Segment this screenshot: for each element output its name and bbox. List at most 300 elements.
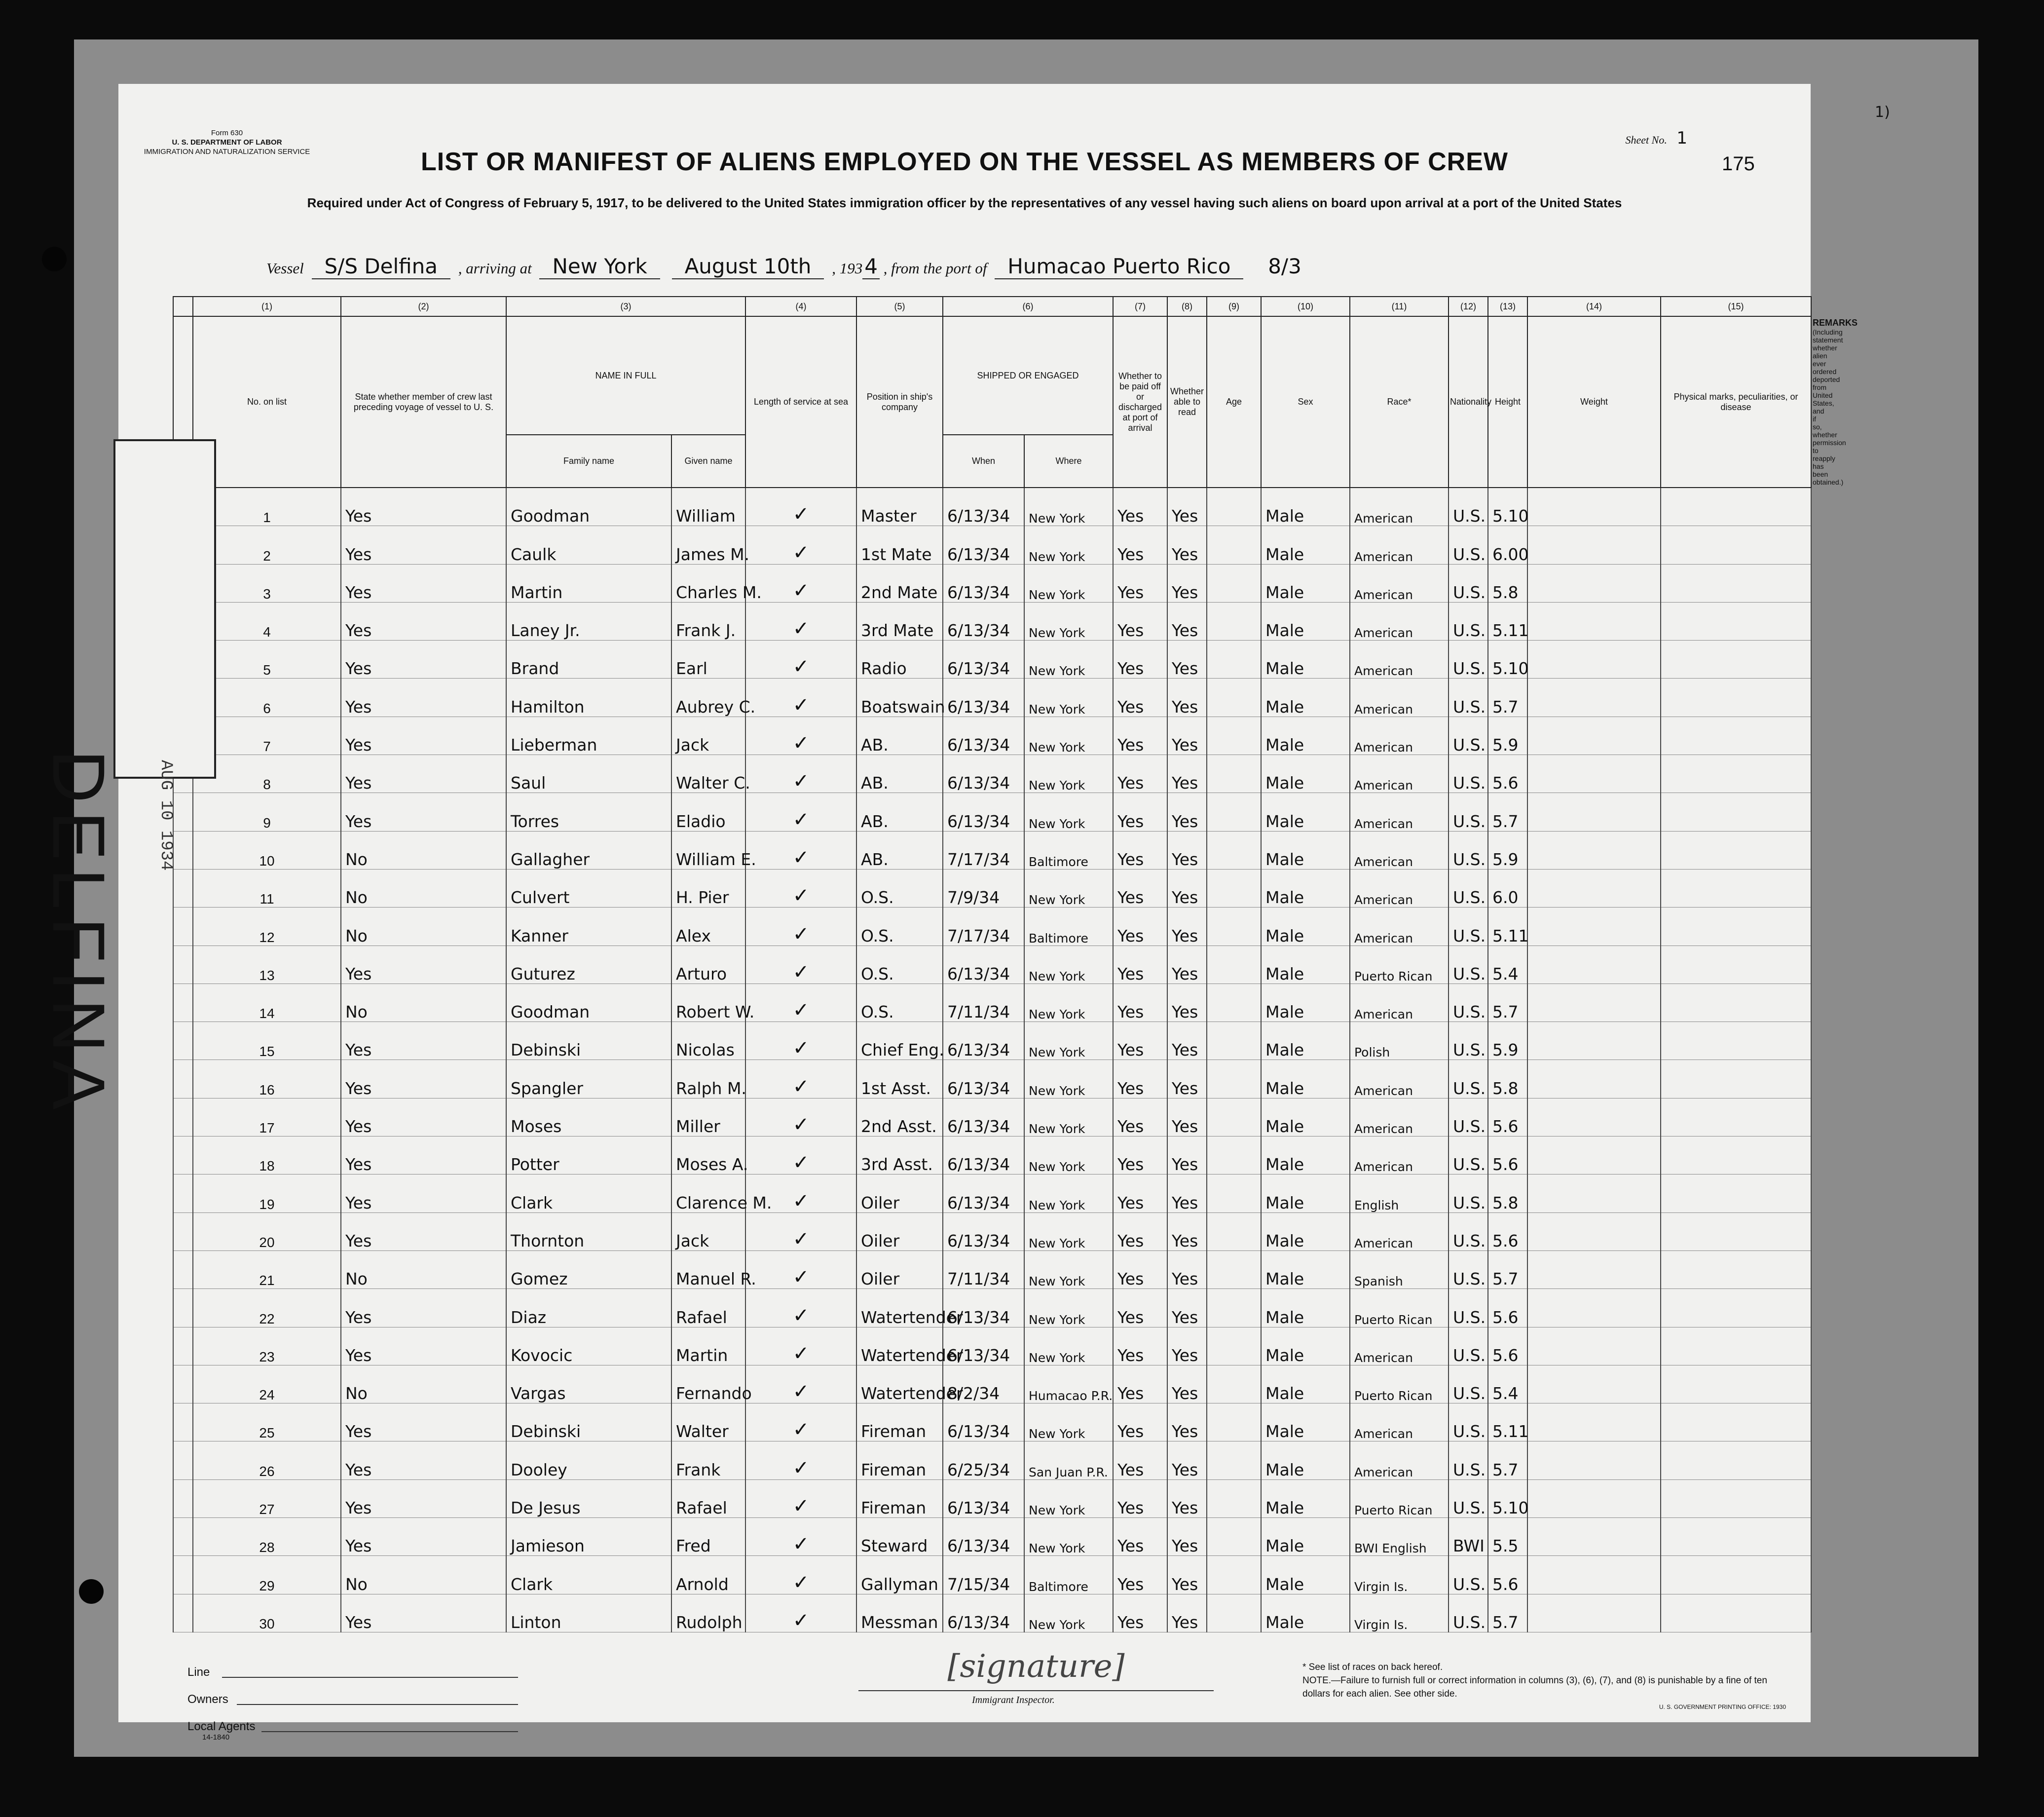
cell-no: 28 bbox=[193, 1518, 341, 1556]
cell-nat: U.S. bbox=[1449, 793, 1488, 831]
cell-sex: Male bbox=[1261, 1518, 1350, 1556]
cell-no: 30 bbox=[193, 1594, 341, 1632]
cell-height: 5.6 bbox=[1488, 1212, 1527, 1250]
cell-weight bbox=[1527, 1136, 1661, 1174]
cell-weight bbox=[1527, 793, 1661, 831]
cell-prev: Yes bbox=[341, 602, 506, 640]
cell-marks bbox=[1661, 1060, 1811, 1098]
cell-where: Baltimore bbox=[1024, 831, 1113, 869]
cell-sex: Male bbox=[1261, 717, 1350, 755]
vessel-label: Vessel bbox=[266, 260, 304, 277]
cell-paid: Yes bbox=[1113, 908, 1167, 946]
cell-race: English bbox=[1350, 1174, 1449, 1212]
table-row bbox=[173, 679, 1811, 717]
cell-marks bbox=[1661, 1022, 1811, 1060]
cell-race: Puerto Rican bbox=[1350, 1479, 1449, 1517]
cell-given: Martin bbox=[671, 1327, 745, 1365]
cell-position: AB. bbox=[856, 831, 943, 869]
table-row bbox=[173, 1212, 1811, 1250]
cell-weight bbox=[1527, 1327, 1661, 1365]
cell-age bbox=[1207, 1212, 1261, 1250]
cell-sex: Male bbox=[1261, 1212, 1350, 1250]
table-row bbox=[173, 1022, 1811, 1060]
cell-nat: U.S. bbox=[1449, 1441, 1488, 1479]
cell-no: 19 bbox=[193, 1174, 341, 1212]
cell-marks bbox=[1661, 869, 1811, 907]
cell-read: Yes bbox=[1167, 1098, 1207, 1136]
inspector-label: Immigrant Inspector. bbox=[972, 1695, 1055, 1705]
cell-service: ✓ bbox=[745, 1022, 856, 1060]
cell-service: ✓ bbox=[745, 1441, 856, 1479]
col-num-7: (7) bbox=[1113, 297, 1167, 316]
cell-height: 6.00 bbox=[1488, 526, 1527, 564]
cell-height: 5.8 bbox=[1488, 1174, 1527, 1212]
row-margin-cell bbox=[173, 1441, 193, 1479]
race-note: * See list of races on back hereof. bbox=[1302, 1662, 1443, 1672]
cell-where: New York bbox=[1024, 1250, 1113, 1288]
cell-no: 12 bbox=[193, 908, 341, 946]
cell-read: Yes bbox=[1167, 869, 1207, 907]
cell-nat: U.S. bbox=[1449, 1556, 1488, 1594]
cell-given: Nicolas bbox=[671, 1022, 745, 1060]
cell-nat: U.S. bbox=[1449, 1289, 1488, 1327]
service-name: IMMIGRATION AND NATURALIZATION SERVICE bbox=[144, 148, 310, 156]
cell-service: ✓ bbox=[745, 1327, 856, 1365]
cell-service: ✓ bbox=[745, 1212, 856, 1250]
cell-nat: U.S. bbox=[1449, 641, 1488, 679]
inspector-signature: [signature] bbox=[858, 1643, 1214, 1691]
cell-race: American bbox=[1350, 1403, 1449, 1441]
cell-read: Yes bbox=[1167, 1060, 1207, 1098]
cell-where: New York bbox=[1024, 717, 1113, 755]
cell-prev: No bbox=[341, 869, 506, 907]
vessel-name: S/S Delfina bbox=[312, 254, 450, 279]
cell-where: Baltimore bbox=[1024, 1556, 1113, 1594]
cell-weight bbox=[1527, 908, 1661, 946]
cell-nat: U.S. bbox=[1449, 1365, 1488, 1403]
cell-when: 6/13/34 bbox=[943, 1289, 1024, 1327]
cell-when: 6/13/34 bbox=[943, 1060, 1024, 1098]
cell-prev: Yes bbox=[341, 564, 506, 602]
cell-weight bbox=[1527, 869, 1661, 907]
cell-height: 5.11 bbox=[1488, 602, 1527, 640]
cell-weight bbox=[1527, 984, 1661, 1022]
cell-service: ✓ bbox=[745, 641, 856, 679]
cell-race: American bbox=[1350, 717, 1449, 755]
table-row bbox=[173, 564, 1811, 602]
cell-no: 25 bbox=[193, 1403, 341, 1441]
cell-marks bbox=[1661, 526, 1811, 564]
cell-read: Yes bbox=[1167, 1594, 1207, 1632]
cell-sex: Male bbox=[1261, 488, 1350, 526]
year-prefix: , 193 bbox=[832, 260, 863, 277]
cell-weight bbox=[1527, 1250, 1661, 1288]
cell-family: Jamieson bbox=[506, 1518, 671, 1556]
cell-read: Yes bbox=[1167, 717, 1207, 755]
cell-age bbox=[1207, 946, 1261, 984]
cell-weight bbox=[1527, 602, 1661, 640]
cell-when: 6/13/34 bbox=[943, 1594, 1024, 1632]
row-margin-cell bbox=[173, 1327, 193, 1365]
footer-form-code: 14-1840 bbox=[202, 1733, 230, 1741]
cell-race: American bbox=[1350, 679, 1449, 717]
cell-position: Radio bbox=[856, 641, 943, 679]
col-header-given-name: Given name bbox=[671, 435, 745, 488]
cell-nat: U.S. bbox=[1449, 869, 1488, 907]
cell-race: Puerto Rican bbox=[1350, 1289, 1449, 1327]
cell-service: ✓ bbox=[745, 602, 856, 640]
cell-nat: U.S. bbox=[1449, 1136, 1488, 1174]
cell-given: Alex bbox=[671, 908, 745, 946]
row-margin-cell bbox=[173, 1098, 193, 1136]
sheet-number-value: 1 bbox=[1676, 128, 1687, 148]
cell-no: 20 bbox=[193, 1212, 341, 1250]
cell-weight bbox=[1527, 1365, 1661, 1403]
footer-agents-label: Local Agents bbox=[187, 1720, 256, 1733]
cell-service: ✓ bbox=[745, 526, 856, 564]
row-margin-cell bbox=[173, 869, 193, 907]
col-header-paid-off: Whether to be paid off or discharged at port of arrival bbox=[1113, 316, 1167, 488]
table-row bbox=[173, 1594, 1811, 1632]
cell-given: Robert W. bbox=[671, 984, 745, 1022]
cell-race: American bbox=[1350, 984, 1449, 1022]
cell-position: Oiler bbox=[856, 1174, 943, 1212]
cell-when: 6/13/34 bbox=[943, 946, 1024, 984]
cell-age bbox=[1207, 1327, 1261, 1365]
cell-marks bbox=[1661, 1403, 1811, 1441]
cell-where: New York bbox=[1024, 1212, 1113, 1250]
col-header-length-service: Length of service at sea bbox=[745, 316, 856, 488]
cell-weight bbox=[1527, 946, 1661, 984]
cell-race: American bbox=[1350, 1060, 1449, 1098]
cell-service: ✓ bbox=[745, 1479, 856, 1517]
cell-prev: Yes bbox=[341, 1479, 506, 1517]
cell-weight bbox=[1527, 1518, 1661, 1556]
cell-sex: Male bbox=[1261, 602, 1350, 640]
department-name: U. S. DEPARTMENT OF LABOR bbox=[172, 138, 282, 147]
cell-where: San Juan P.R. bbox=[1024, 1441, 1113, 1479]
cell-when: 6/13/34 bbox=[943, 793, 1024, 831]
col-header-sex: Sex bbox=[1261, 316, 1350, 488]
cell-when: 6/13/34 bbox=[943, 755, 1024, 793]
cell-where: New York bbox=[1024, 1289, 1113, 1327]
cell-given: Aubrey C. bbox=[671, 679, 745, 717]
table-row bbox=[173, 1060, 1811, 1098]
cell-position: Oiler bbox=[856, 1250, 943, 1288]
cell-service: ✓ bbox=[745, 1060, 856, 1098]
cell-age bbox=[1207, 1479, 1261, 1517]
cell-race: American bbox=[1350, 793, 1449, 831]
cell-family: Debinski bbox=[506, 1403, 671, 1441]
cell-paid: Yes bbox=[1113, 602, 1167, 640]
cell-height: 5.6 bbox=[1488, 1327, 1527, 1365]
cell-when: 6/13/34 bbox=[943, 488, 1024, 526]
cell-no: 7 bbox=[193, 717, 341, 755]
cell-nat: U.S. bbox=[1449, 602, 1488, 640]
cell-family: Diaz bbox=[506, 1289, 671, 1327]
cell-sex: Male bbox=[1261, 1174, 1350, 1212]
cell-service: ✓ bbox=[745, 1250, 856, 1288]
cell-when: 7/15/34 bbox=[943, 1556, 1024, 1594]
cell-marks bbox=[1661, 908, 1811, 946]
cell-marks bbox=[1661, 793, 1811, 831]
cell-paid: Yes bbox=[1113, 1060, 1167, 1098]
cell-family: De Jesus bbox=[506, 1479, 671, 1517]
cell-family: Goodman bbox=[506, 488, 671, 526]
cell-when: 6/13/34 bbox=[943, 1518, 1024, 1556]
cell-prev: Yes bbox=[341, 1327, 506, 1365]
row-margin-cell bbox=[173, 908, 193, 946]
cell-prev: No bbox=[341, 1365, 506, 1403]
cell-marks bbox=[1661, 602, 1811, 640]
arrival-date: August 10th bbox=[672, 254, 824, 279]
cell-where: New York bbox=[1024, 1174, 1113, 1212]
cell-where: New York bbox=[1024, 1060, 1113, 1098]
cell-marks bbox=[1661, 679, 1811, 717]
cell-nat: U.S. bbox=[1449, 1212, 1488, 1250]
cell-sex: Male bbox=[1261, 1556, 1350, 1594]
cell-no: 8 bbox=[193, 755, 341, 793]
cell-race: American bbox=[1350, 1441, 1449, 1479]
cell-no: 26 bbox=[193, 1441, 341, 1479]
footer-notes bbox=[1302, 1661, 1786, 1714]
cell-age bbox=[1207, 1556, 1261, 1594]
cell-height: 5.7 bbox=[1488, 1594, 1527, 1632]
cell-age bbox=[1207, 488, 1261, 526]
cell-position: 2nd Asst. bbox=[856, 1098, 943, 1136]
cell-service: ✓ bbox=[745, 984, 856, 1022]
cell-race: American bbox=[1350, 602, 1449, 640]
cell-sex: Male bbox=[1261, 1289, 1350, 1327]
cell-read: Yes bbox=[1167, 755, 1207, 793]
cell-where: New York bbox=[1024, 641, 1113, 679]
cell-nat: U.S. bbox=[1449, 831, 1488, 869]
cell-prev: Yes bbox=[341, 1022, 506, 1060]
cell-where: New York bbox=[1024, 1403, 1113, 1441]
col-header-read: Whether able to read bbox=[1167, 316, 1207, 488]
cell-position: O.S. bbox=[856, 984, 943, 1022]
sheet-number-field bbox=[1626, 128, 1687, 148]
cell-position: Messman bbox=[856, 1594, 943, 1632]
cell-sex: Male bbox=[1261, 984, 1350, 1022]
cell-prev: No bbox=[341, 984, 506, 1022]
table-row bbox=[173, 1327, 1811, 1365]
cell-given: Earl bbox=[671, 641, 745, 679]
cell-read: Yes bbox=[1167, 1518, 1207, 1556]
cell-weight bbox=[1527, 717, 1661, 755]
cell-read: Yes bbox=[1167, 1556, 1207, 1594]
cell-prev: Yes bbox=[341, 1441, 506, 1479]
table-row bbox=[173, 1098, 1811, 1136]
cell-read: Yes bbox=[1167, 602, 1207, 640]
cell-where: Humacao P.R. bbox=[1024, 1365, 1113, 1403]
cell-when: 6/25/34 bbox=[943, 1441, 1024, 1479]
cell-when: 6/13/34 bbox=[943, 717, 1024, 755]
cell-given: Ralph M. bbox=[671, 1060, 745, 1098]
cell-family: Martin bbox=[506, 564, 671, 602]
cell-nat: U.S. bbox=[1449, 946, 1488, 984]
cell-read: Yes bbox=[1167, 1174, 1207, 1212]
cell-no: 21 bbox=[193, 1250, 341, 1288]
cell-height: 5.6 bbox=[1488, 755, 1527, 793]
cell-no: 5 bbox=[193, 641, 341, 679]
cell-given: James M. bbox=[671, 526, 745, 564]
cell-sex: Male bbox=[1261, 641, 1350, 679]
cell-prev: No bbox=[341, 831, 506, 869]
cell-sex: Male bbox=[1261, 1327, 1350, 1365]
cell-prev: Yes bbox=[341, 488, 506, 526]
cell-no: 16 bbox=[193, 1060, 341, 1098]
cell-family: Culvert bbox=[506, 869, 671, 907]
cell-service: ✓ bbox=[745, 488, 856, 526]
cell-prev: Yes bbox=[341, 641, 506, 679]
footer-line-label: Line bbox=[187, 1666, 210, 1679]
cell-marks bbox=[1661, 1441, 1811, 1479]
cell-service: ✓ bbox=[745, 1556, 856, 1594]
cell-height: 5.9 bbox=[1488, 1022, 1527, 1060]
cell-race: American bbox=[1350, 564, 1449, 602]
cell-nat: U.S. bbox=[1449, 526, 1488, 564]
cell-service: ✓ bbox=[745, 1136, 856, 1174]
cell-race: Polish bbox=[1350, 1022, 1449, 1060]
cell-nat: U.S. bbox=[1449, 1022, 1488, 1060]
cell-age bbox=[1207, 1060, 1261, 1098]
cell-prev: Yes bbox=[341, 1403, 506, 1441]
cell-marks bbox=[1661, 1212, 1811, 1250]
cell-when: 6/13/34 bbox=[943, 602, 1024, 640]
cell-family: Laney Jr. bbox=[506, 602, 671, 640]
col-header-height: Height bbox=[1488, 316, 1527, 488]
cell-given: Eladio bbox=[671, 793, 745, 831]
cell-where: New York bbox=[1024, 602, 1113, 640]
col-header-when: When bbox=[943, 435, 1024, 488]
cell-paid: Yes bbox=[1113, 1518, 1167, 1556]
cell-when: 7/11/34 bbox=[943, 1250, 1024, 1288]
cell-marks bbox=[1661, 984, 1811, 1022]
cell-height: 5.7 bbox=[1488, 1250, 1527, 1288]
cell-when: 6/13/34 bbox=[943, 1136, 1024, 1174]
cell-nat: U.S. bbox=[1449, 1479, 1488, 1517]
table-row bbox=[173, 946, 1811, 984]
cell-where: New York bbox=[1024, 1136, 1113, 1174]
cell-nat: U.S. bbox=[1449, 564, 1488, 602]
cell-marks bbox=[1661, 831, 1811, 869]
cell-read: Yes bbox=[1167, 1327, 1207, 1365]
col-num-8: (8) bbox=[1167, 297, 1207, 316]
crew-table-body bbox=[173, 488, 1811, 1632]
col-num-13: (13) bbox=[1488, 297, 1527, 316]
cell-no: 13 bbox=[193, 946, 341, 984]
row-margin-cell bbox=[173, 1479, 193, 1517]
cell-height: 5.4 bbox=[1488, 946, 1527, 984]
cell-no: 9 bbox=[193, 793, 341, 831]
col-num-14: (14) bbox=[1527, 297, 1661, 316]
cell-sex: Male bbox=[1261, 1098, 1350, 1136]
cell-nat: U.S. bbox=[1449, 1594, 1488, 1632]
cell-paid: Yes bbox=[1113, 717, 1167, 755]
from-label: , from the port of bbox=[883, 260, 987, 277]
cell-sex: Male bbox=[1261, 679, 1350, 717]
cell-paid: Yes bbox=[1113, 946, 1167, 984]
table-row bbox=[173, 1289, 1811, 1327]
cell-paid: Yes bbox=[1113, 679, 1167, 717]
cell-position: Watertender bbox=[856, 1327, 943, 1365]
cell-family: Lieberman bbox=[506, 717, 671, 755]
cell-weight bbox=[1527, 526, 1661, 564]
cell-where: New York bbox=[1024, 755, 1113, 793]
cell-family: Gallagher bbox=[506, 831, 671, 869]
cell-sex: Male bbox=[1261, 831, 1350, 869]
cell-race: American bbox=[1350, 1098, 1449, 1136]
cell-family: Torres bbox=[506, 793, 671, 831]
cell-family: Gomez bbox=[506, 1250, 671, 1288]
table-row bbox=[173, 1518, 1811, 1556]
cell-given: Jack bbox=[671, 717, 745, 755]
table-row bbox=[173, 717, 1811, 755]
cell-nat: U.S. bbox=[1449, 755, 1488, 793]
cell-family: Clark bbox=[506, 1174, 671, 1212]
cell-age bbox=[1207, 984, 1261, 1022]
cell-read: Yes bbox=[1167, 1022, 1207, 1060]
cell-given: William bbox=[671, 488, 745, 526]
cell-position: O.S. bbox=[856, 908, 943, 946]
cell-weight bbox=[1527, 755, 1661, 793]
cell-age bbox=[1207, 1022, 1261, 1060]
cell-read: Yes bbox=[1167, 641, 1207, 679]
cell-read: Yes bbox=[1167, 908, 1207, 946]
row-margin-cell bbox=[173, 831, 193, 869]
footer-owners-label: Owners bbox=[187, 1693, 228, 1706]
row-margin-cell bbox=[173, 1518, 193, 1556]
col-num-12: (12) bbox=[1449, 297, 1488, 316]
cell-family: Goodman bbox=[506, 984, 671, 1022]
cell-marks bbox=[1661, 488, 1811, 526]
cell-paid: Yes bbox=[1113, 641, 1167, 679]
cell-service: ✓ bbox=[745, 755, 856, 793]
cell-age bbox=[1207, 679, 1261, 717]
cell-where: New York bbox=[1024, 1479, 1113, 1517]
cell-sex: Male bbox=[1261, 908, 1350, 946]
crew-table bbox=[173, 296, 1811, 1693]
cell-family: Potter bbox=[506, 1136, 671, 1174]
col-num-3: (3) bbox=[506, 297, 745, 316]
cell-age bbox=[1207, 564, 1261, 602]
arriving-label: , arriving at bbox=[458, 260, 532, 277]
cell-age bbox=[1207, 755, 1261, 793]
row-margin-cell bbox=[173, 1250, 193, 1288]
cell-weight bbox=[1527, 1212, 1661, 1250]
cell-marks bbox=[1661, 755, 1811, 793]
cell-weight bbox=[1527, 831, 1661, 869]
cell-read: Yes bbox=[1167, 984, 1207, 1022]
table-row bbox=[173, 488, 1811, 526]
cell-height: 5.8 bbox=[1488, 564, 1527, 602]
cell-race: American bbox=[1350, 869, 1449, 907]
cell-no: 10 bbox=[193, 831, 341, 869]
cell-service: ✓ bbox=[745, 717, 856, 755]
cell-service: ✓ bbox=[745, 1403, 856, 1441]
cell-read: Yes bbox=[1167, 564, 1207, 602]
cell-weight bbox=[1527, 1556, 1661, 1594]
binder-hole bbox=[79, 1579, 104, 1604]
cell-height: 5.7 bbox=[1488, 793, 1527, 831]
printer-credit: U. S. GOVERNMENT PRINTING OFFICE: 1930 bbox=[1659, 1703, 1786, 1710]
cell-nat: U.S. bbox=[1449, 984, 1488, 1022]
footer-agents-rule bbox=[261, 1731, 518, 1732]
cell-given: Charles M. bbox=[671, 564, 745, 602]
binder-hole bbox=[42, 247, 67, 271]
cell-height: 5.7 bbox=[1488, 1441, 1527, 1479]
